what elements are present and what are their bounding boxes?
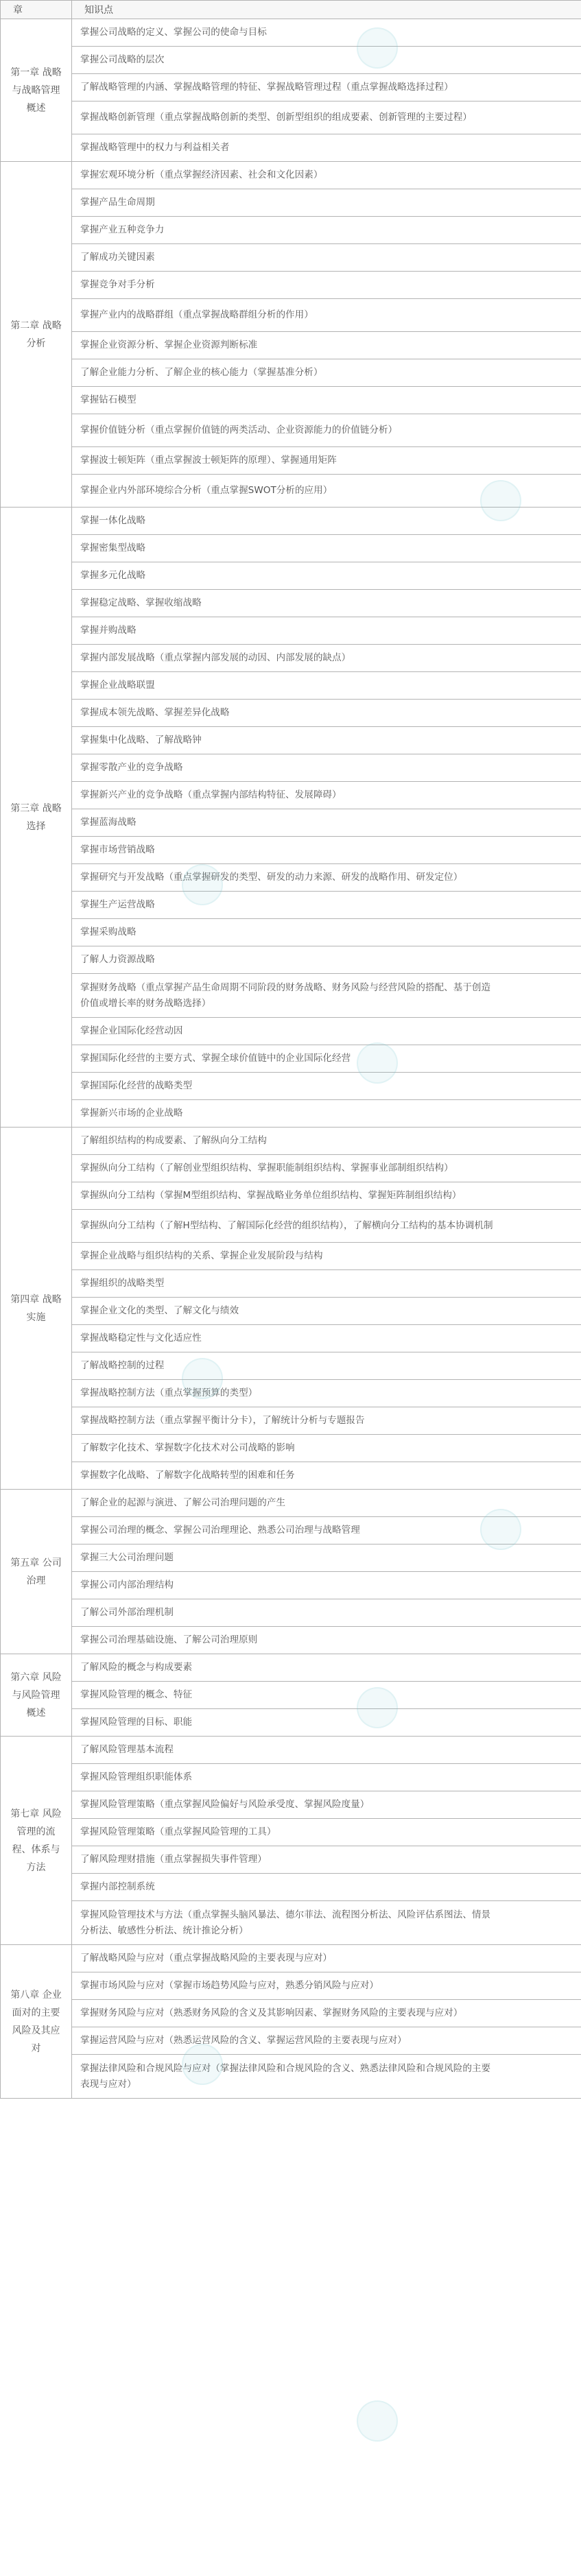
knowledge-point-text: 掌握公司治理基础设施、了解公司治理原则	[80, 1634, 258, 1645]
knowledge-point-text: 掌握纵向分工结构（了解H型结构、了解国际化经营的组织结构），了解横向分工结构的基本协调机制	[80, 1220, 493, 1231]
knowledge-point-cell	[72, 754, 581, 782]
table-row	[1, 1791, 581, 1819]
knowledge-point-text: 掌握稳定战略、掌握收缩战略	[80, 597, 202, 608]
knowledge-point-cell	[72, 645, 581, 672]
knowledge-point-text: 掌握风险管理组织职能体系	[80, 1772, 193, 1782]
table-row	[1, 1435, 581, 1462]
knowledge-point-text: 掌握密集型战略	[80, 542, 146, 553]
knowledge-point-cell	[72, 1380, 581, 1407]
table-row	[1, 1298, 581, 1325]
knowledge-point-text: 掌握数字化战略、了解数字化战略转型的困难和任务	[80, 1470, 295, 1481]
knowledge-point-text: 了解风险管理基本流程	[80, 1744, 174, 1755]
knowledge-point-cell	[72, 1100, 581, 1128]
knowledge-point-cell	[72, 535, 581, 562]
table-row	[1, 590, 581, 617]
knowledge-point-text: 掌握组织的战略类型	[80, 1278, 165, 1289]
table-row	[1, 47, 581, 74]
knowledge-point-text: 掌握采购战略	[80, 927, 137, 938]
knowledge-point-text: 掌握风险管理的概念、特征	[80, 1689, 193, 1700]
chapter-name: 第三章 战略选择	[10, 802, 62, 832]
knowledge-point-cell	[72, 837, 581, 864]
knowledge-point-cell	[72, 2000, 581, 2027]
knowledge-point-text: 掌握竞争对手分析	[80, 279, 155, 290]
table-row	[1, 217, 581, 244]
table-row	[1, 1945, 581, 1972]
table-row	[1, 1764, 581, 1791]
knowledge-point-text: 掌握风险管理的目标、职能	[80, 1717, 193, 1728]
knowledge-point-text: 掌握市场营销战略	[80, 844, 155, 855]
knowledge-point-cell	[72, 974, 581, 1018]
chapter-name: 第四章 战略实施	[10, 1293, 62, 1323]
knowledge-point-cell	[72, 244, 581, 272]
knowledge-point-text: 掌握宏观环境分析（重点掌握经济因素、社会和文化因素）	[80, 169, 323, 180]
knowledge-point-cell	[72, 1901, 581, 1945]
knowledge-point-text: 掌握风险管理策略（重点掌握风险管理的工具）	[80, 1826, 276, 1837]
knowledge-point-text: 掌握公司战略的层次	[80, 54, 165, 65]
knowledge-point-cell	[72, 19, 581, 47]
table-row	[1, 754, 581, 782]
knowledge-point-line: 表现与应对）	[80, 2078, 137, 2090]
knowledge-point-cell	[72, 1182, 581, 1210]
knowledge-point-text: 了解战略控制的过程	[80, 1360, 165, 1371]
knowledge-point-text: 掌握国际化经营的战略类型	[80, 1080, 193, 1091]
knowledge-point-cell	[72, 1407, 581, 1435]
table-row	[1, 1972, 581, 2000]
knowledge-point-cell	[72, 189, 581, 217]
knowledge-point-text: 掌握市场风险与应对（掌握市场趋势风险与应对，熟悉分销风险与应对）	[80, 1980, 379, 1991]
table-row	[1, 1182, 581, 1210]
knowledge-point-text: 了解企业的起源与演进、了解公司治理问题的产生	[80, 1497, 286, 1508]
table-row	[1, 1352, 581, 1380]
knowledge-point-text: 掌握产业五种竞争力	[80, 224, 165, 235]
knowledge-point-cell	[72, 1210, 581, 1243]
knowledge-point-text: 掌握企业资源分析、掌握企业资源判断标准	[80, 339, 258, 350]
table-row	[1, 189, 581, 217]
knowledge-point-cell	[72, 1352, 581, 1380]
chapter-cell	[1, 162, 72, 508]
knowledge-point-text: 掌握战略管理中的权力与利益相关者	[80, 142, 230, 153]
knowledge-point-text: 掌握新兴产业的竞争战略（重点掌握内部结构特征、发展障碍）	[80, 789, 342, 800]
table-row	[1, 617, 581, 645]
knowledge-point-cell	[72, 919, 581, 946]
knowledge-point-text: 掌握产品生命周期	[80, 197, 155, 208]
knowledge-point-text: 了解组织结构的构成要素、了解纵向分工结构	[80, 1135, 267, 1146]
knowledge-point-text: 掌握内部发展战略（重点掌握内部发展的动因、内部发展的缺点）	[80, 652, 351, 663]
table-row	[1, 1490, 581, 1517]
knowledge-point-cell	[72, 74, 581, 102]
knowledge-point-text: 掌握纵向分工结构（了解创业型组织结构、掌握职能制组织结构、掌握事业部制组织结构）	[80, 1162, 453, 1173]
knowledge-point-text: 掌握公司战略的定义、掌握公司的使命与目标	[80, 27, 267, 38]
knowledge-point-text: 掌握国际化经营的主要方式、掌握全球价值链中的企业国际化经营	[80, 1053, 351, 1064]
table-row	[1, 74, 581, 102]
knowledge-point-cell	[72, 1572, 581, 1599]
knowledge-point-text: 掌握内部控制系统	[80, 1881, 155, 1892]
knowledge-point-cell	[72, 359, 581, 387]
table-row	[1, 727, 581, 754]
knowledge-point-cell	[72, 864, 581, 892]
table-row	[1, 2055, 581, 2099]
table-row	[1, 837, 581, 864]
table-row	[1, 332, 581, 359]
chapter-name: 第五章 公司治理	[10, 1557, 62, 1586]
chapter-name: 第一章 战略与战略管理概述	[10, 67, 62, 114]
table-row	[1, 102, 581, 134]
knowledge-point-cell	[72, 1298, 581, 1325]
knowledge-point-text: 掌握零散产业的竞争战略	[80, 762, 183, 773]
table-row	[1, 946, 581, 974]
table-row	[1, 1572, 581, 1599]
knowledge-point-line: 掌握财务战略（重点掌握产品生命周期不同阶段的财务战略、财务风险与经营风险的搭配、基于创造	[80, 981, 491, 993]
table-row	[1, 272, 581, 299]
knowledge-point-text: 了解数字化技术、掌握数字化技术对公司战略的影响	[80, 1442, 295, 1453]
chapter-cell	[1, 1654, 72, 1737]
knowledge-point-cell	[72, 590, 581, 617]
knowledge-point-cell	[72, 562, 581, 590]
knowledge-point-text: 了解战略风险与应对（重点掌握战略风险的主要表现与应对）	[80, 1953, 333, 1964]
knowledge-point-text: 掌握产业内的战略群组（重点掌握战略群组分析的作用）	[80, 309, 313, 320]
table-row	[1, 1270, 581, 1298]
table-row	[1, 1407, 581, 1435]
table-row	[1, 700, 581, 727]
chapter-cell	[1, 1945, 72, 2099]
knowledge-point-text: 掌握生产运营战略	[80, 899, 155, 910]
knowledge-point-cell	[72, 217, 581, 244]
table-row	[1, 892, 581, 919]
table-row	[1, 1210, 581, 1243]
watermark-logo	[357, 2400, 398, 2442]
knowledge-point-text: 掌握战略控制方法（重点掌握平衡计分卡），了解统计分析与专题报告	[80, 1415, 365, 1426]
knowledge-point-text: 掌握企业国际化经营动因	[80, 1025, 183, 1036]
knowledge-point-cell	[72, 102, 581, 134]
table-row	[1, 1682, 581, 1709]
knowledge-point-text: 掌握企业战略联盟	[80, 680, 155, 691]
table-row	[1, 475, 581, 508]
chapter-cell	[1, 508, 72, 1128]
knowledge-point-cell	[72, 272, 581, 299]
table-row	[1, 134, 581, 162]
table-row	[1, 1517, 581, 1545]
table-row	[1, 1045, 581, 1073]
knowledge-point-cell	[72, 809, 581, 837]
knowledge-point-cell	[72, 1682, 581, 1709]
knowledge-point-text: 掌握多元化战略	[80, 570, 146, 581]
knowledge-point-text: 掌握成本领先战略、掌握差异化战略	[80, 707, 230, 718]
knowledge-point-text: 掌握战略创新管理（重点掌握战略创新的类型、创新型组织的组成要素、创新管理的主要过程）	[80, 112, 472, 123]
knowledge-point-cell	[72, 1654, 581, 1682]
knowledge-point-text: 掌握研究与开发战略（重点掌握研发的类型、研发的动力来源、研发的战略作用、研发定位）	[80, 872, 463, 883]
table-row	[1, 1073, 581, 1100]
knowledge-point-text: 掌握并购战略	[80, 625, 137, 636]
table-row	[1, 974, 581, 1018]
chapter-name: 第八章 企业面对的主要风险及其应对	[10, 1989, 62, 2054]
knowledge-point-text: 掌握公司内部治理结构	[80, 1579, 174, 1590]
chapter-cell	[1, 19, 72, 162]
table-row	[1, 782, 581, 809]
table-row	[1, 162, 581, 189]
chapter-cell	[1, 1128, 72, 1490]
table-row	[1, 1325, 581, 1352]
knowledge-point-text: 掌握企业文化的类型、了解文化与绩效	[80, 1305, 239, 1316]
table-row	[1, 19, 581, 47]
table-row	[1, 414, 581, 447]
knowledge-point-text: 了解风险的概念与构成要素	[80, 1662, 193, 1673]
table-row	[1, 447, 581, 475]
points-column-header: 知识点	[72, 1, 581, 19]
knowledge-point-text: 掌握三大公司治理问题	[80, 1552, 174, 1563]
knowledge-point-cell	[72, 1462, 581, 1490]
chapter-column-header: 章	[1, 1, 72, 19]
knowledge-point-text: 掌握价值链分析（重点掌握价值链的两类活动、企业资源能力的价值链分析）	[80, 425, 398, 436]
table-row	[1, 244, 581, 272]
table-row	[1, 2027, 581, 2055]
table-row	[1, 1819, 581, 1846]
table-row	[1, 1545, 581, 1572]
knowledge-point-cell	[72, 617, 581, 645]
knowledge-point-cell	[72, 414, 581, 447]
table-row	[1, 508, 581, 535]
knowledge-point-cell	[72, 1846, 581, 1874]
knowledge-point-cell	[72, 1945, 581, 1972]
knowledge-point-cell	[72, 1874, 581, 1901]
knowledge-point-text: 掌握纵向分工结构（掌握M型组织结构、掌握战略业务单位组织结构、掌握矩阵制组织结构）	[80, 1190, 462, 1201]
chapter-name: 第六章 风险与风险管理概述	[10, 1671, 62, 1719]
knowledge-point-text: 了解风险理财措施（重点掌握损失事件管理）	[80, 1854, 267, 1865]
knowledge-point-cell	[72, 1791, 581, 1819]
knowledge-point-cell	[72, 2055, 581, 2099]
knowledge-point-cell	[72, 672, 581, 700]
knowledge-point-cell	[72, 47, 581, 74]
table-row	[1, 1737, 581, 1764]
chapter-name: 第二章 战略分析	[10, 320, 62, 349]
knowledge-point-cell	[72, 1435, 581, 1462]
knowledge-point-cell	[72, 1599, 581, 1627]
knowledge-point-cell	[72, 508, 581, 535]
table-header-row	[1, 1, 581, 19]
knowledge-point-line: 掌握法律风险和合规风险与应对（掌握法律风险和合规风险的含义、熟悉法律风险和合规风险的主要	[80, 2062, 491, 2074]
knowledge-point-text: 掌握企业内外部环境综合分析（重点掌握SWOT分析的应用）	[80, 485, 333, 496]
knowledge-point-line: 价值或增长率的财务战略选择）	[80, 997, 211, 1009]
knowledge-point-text: 了解人力资源战略	[80, 954, 155, 965]
table-row	[1, 1874, 581, 1901]
table-row	[1, 809, 581, 837]
knowledge-point-cell	[72, 1270, 581, 1298]
knowledge-point-cell	[72, 2027, 581, 2055]
knowledge-point-text: 掌握风险管理策略（重点掌握风险偏好与风险承受度、掌握风险度量）	[80, 1799, 370, 1810]
knowledge-point-cell	[72, 1517, 581, 1545]
table-row	[1, 1846, 581, 1874]
knowledge-point-cell	[72, 332, 581, 359]
knowledge-point-line: 分析法、敏感性分析法、统计推论分析）	[80, 1924, 248, 1936]
knowledge-point-cell	[72, 1545, 581, 1572]
table-row	[1, 1380, 581, 1407]
knowledge-point-cell	[72, 134, 581, 162]
table-row	[1, 1100, 581, 1128]
table-row	[1, 562, 581, 590]
table-row	[1, 1462, 581, 1490]
knowledge-point-text: 掌握运营风险与应对（熟悉运营风险的含义、掌握运营风险的主要表现与应对）	[80, 2035, 407, 2046]
knowledge-point-cell	[72, 727, 581, 754]
knowledge-point-cell	[72, 1627, 581, 1654]
table-row	[1, 1018, 581, 1045]
knowledge-point-cell	[72, 162, 581, 189]
knowledge-point-cell	[72, 1128, 581, 1155]
knowledge-point-cell	[72, 475, 581, 508]
knowledge-point-cell	[72, 1709, 581, 1737]
knowledge-point-text: 了解企业能力分析、了解企业的核心能力（掌握基准分析）	[80, 367, 323, 378]
chapter-name: 第七章 风险管理的流程、体系与方法	[10, 1808, 62, 1873]
knowledge-point-cell	[72, 1972, 581, 2000]
knowledge-point-text: 掌握波士顿矩阵（重点掌握波士顿矩阵的原理）、掌握通用矩阵	[80, 455, 337, 466]
table-row	[1, 2000, 581, 2027]
table-row	[1, 672, 581, 700]
knowledge-point-cell	[72, 700, 581, 727]
knowledge-point-cell	[72, 1243, 581, 1270]
table-row	[1, 359, 581, 387]
knowledge-point-text: 掌握企业战略与组织结构的关系、掌握企业发展阶段与结构	[80, 1250, 323, 1261]
knowledge-point-text: 了解成功关键因素	[80, 252, 155, 263]
knowledge-point-cell	[72, 782, 581, 809]
knowledge-point-cell	[72, 1325, 581, 1352]
table-row	[1, 535, 581, 562]
knowledge-point-line: 掌握风险管理技术与方法（重点掌握头脑风暴法、德尔菲法、流程图分析法、风险评估系图法、情景	[80, 1909, 491, 1920]
knowledge-point-cell	[72, 1155, 581, 1182]
knowledge-point-text: 掌握蓝海战略	[80, 817, 137, 828]
knowledge-point-text: 了解战略管理的内涵、掌握战略管理的特征、掌握战略管理过程（重点掌握战略选择过程）	[80, 82, 453, 93]
knowledge-point-text: 掌握战略控制方法（重点掌握预算的类型）	[80, 1387, 258, 1398]
table-row	[1, 1155, 581, 1182]
knowledge-point-cell	[72, 1737, 581, 1764]
knowledge-point-text: 掌握钻石模型	[80, 394, 137, 405]
knowledge-point-cell	[72, 1819, 581, 1846]
table-body	[1, 19, 581, 2099]
knowledge-point-cell	[72, 1764, 581, 1791]
table-row	[1, 1243, 581, 1270]
knowledge-point-text: 掌握一体化战略	[80, 515, 146, 526]
chapter-cell	[1, 1490, 72, 1654]
table-row	[1, 1901, 581, 1945]
knowledge-point-cell	[72, 387, 581, 414]
knowledge-point-cell	[72, 447, 581, 475]
chapter-cell	[1, 1737, 72, 1945]
knowledge-point-text: 掌握财务风险与应对（熟悉财务风险的含义及其影响因素、掌握财务风险的主要表现与应对）	[80, 2007, 463, 2018]
table-row	[1, 1654, 581, 1682]
knowledge-point-text: 掌握公司治理的概念、掌握公司治理理论、熟悉公司治理与战略管理	[80, 1525, 360, 1536]
knowledge-point-cell	[72, 1073, 581, 1100]
knowledge-point-cell	[72, 892, 581, 919]
table-row	[1, 299, 581, 332]
table-row	[1, 645, 581, 672]
knowledge-point-text: 了解公司外部治理机制	[80, 1607, 174, 1618]
table-row	[1, 864, 581, 892]
knowledge-point-text: 掌握集中化战略、了解战略钟	[80, 735, 202, 746]
table-row	[1, 1128, 581, 1155]
table-row	[1, 1627, 581, 1654]
knowledge-point-cell	[72, 1490, 581, 1517]
table-row	[1, 919, 581, 946]
table-row	[1, 387, 581, 414]
knowledge-point-text: 掌握战略稳定性与文化适应性	[80, 1333, 202, 1344]
knowledge-point-cell	[72, 1045, 581, 1073]
table-row	[1, 1599, 581, 1627]
table-row	[1, 1709, 581, 1737]
knowledge-point-text: 掌握新兴市场的企业战略	[80, 1108, 183, 1119]
knowledge-point-cell	[72, 946, 581, 974]
knowledge-point-cell	[72, 299, 581, 332]
knowledge-point-cell	[72, 1018, 581, 1045]
